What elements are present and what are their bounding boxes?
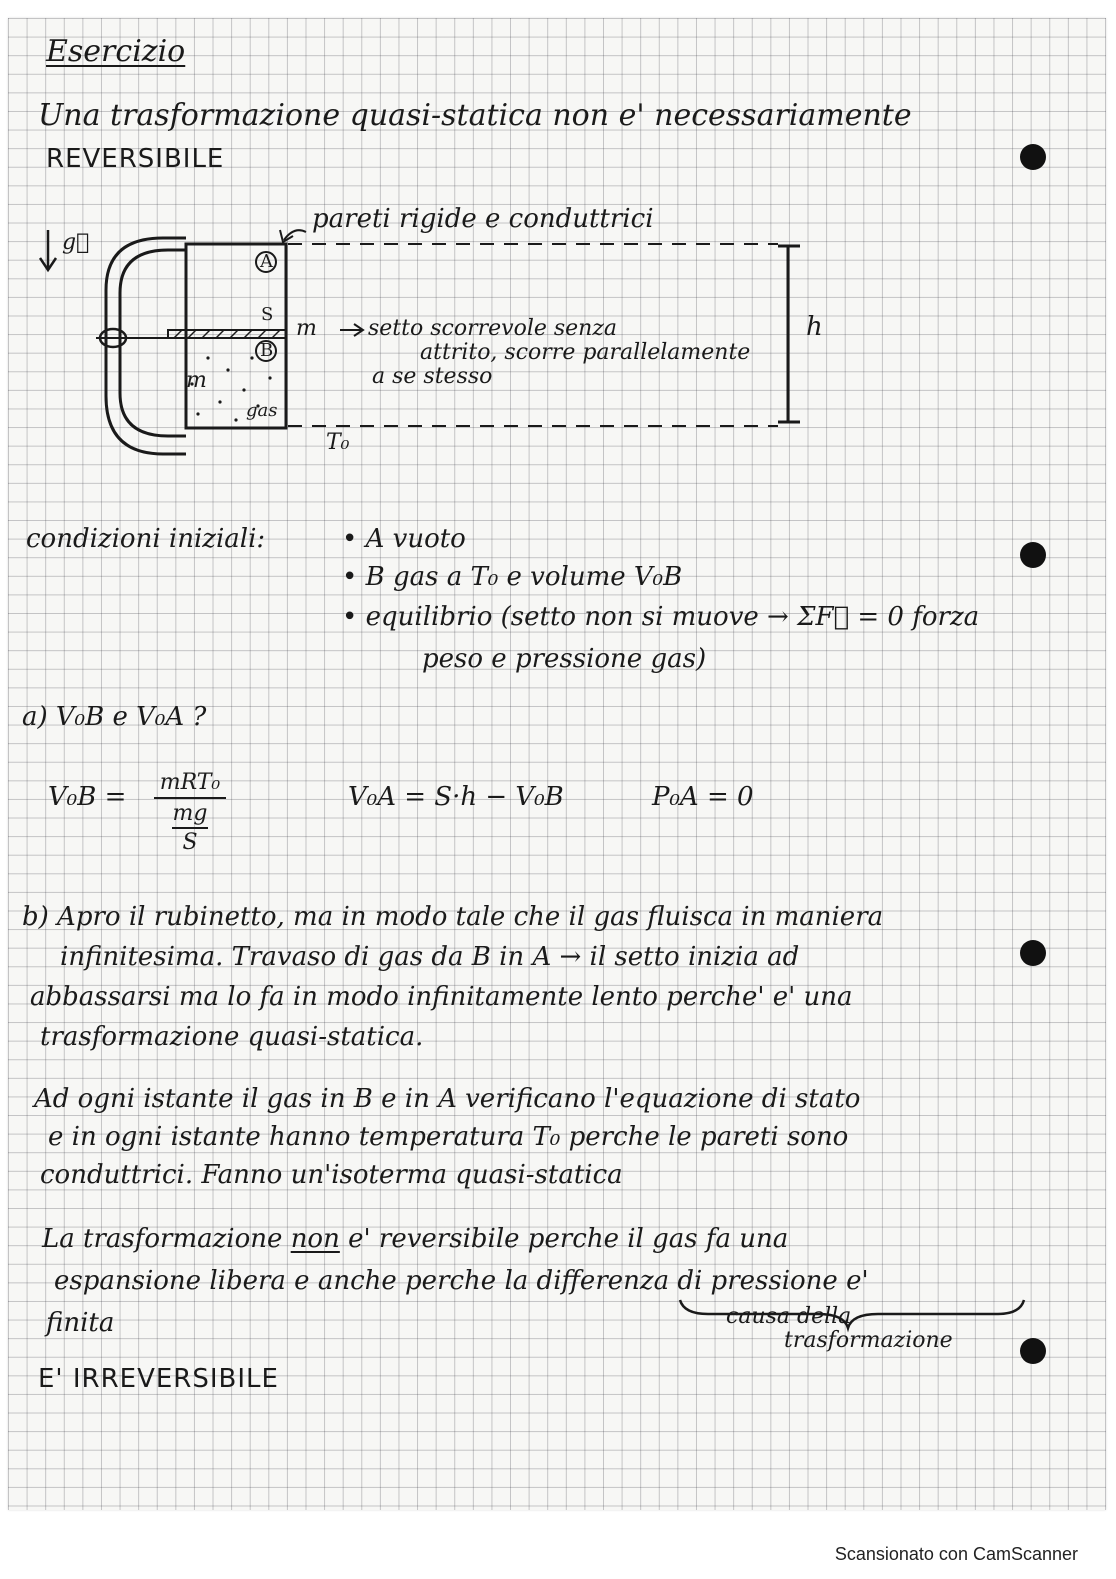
binder-hole [1020, 1338, 1046, 1364]
vob-numerator: mRT₀ [159, 770, 221, 795]
condition-item-3b: peso e pressione gas) [422, 644, 707, 674]
walls-note: pareti rigide e conduttrici [312, 204, 654, 234]
part-b-line-1: b) Apro il rubinetto, ma in modo tale che il gas fluisca in maniera [22, 902, 884, 932]
paragraph-2-line-3: conduttrici. Fanno un'isoterma quasi-statica [40, 1160, 623, 1190]
condition-item-1: • A vuoto [342, 524, 466, 554]
intro-line-2: REVERSIBILE [46, 144, 225, 174]
label-h: h [806, 312, 823, 342]
paragraph-2-line-2: e in ogni istante hanno temperatura T₀ perche le pareti sono [48, 1122, 849, 1152]
vob-fraction [154, 770, 226, 855]
vob-denominator-num: mg [172, 801, 208, 826]
binder-hole [1020, 940, 1046, 966]
label-a: A [260, 251, 273, 272]
p3-l2-post: e' [837, 1266, 869, 1296]
brace-note-2: trasformazione [784, 1328, 953, 1353]
poa-formula: P₀A = 0 [652, 782, 754, 812]
septum-note-2: attrito, scorre parallelamente [420, 340, 751, 365]
binder-hole [1020, 542, 1046, 568]
p3-pre: La trasformazione [42, 1224, 291, 1254]
g-label: g⃗ [62, 230, 90, 255]
vob-denominator-den: S [182, 830, 198, 855]
vob-lhs: V₀B = [48, 782, 127, 812]
paragraph-2-line-1: Ad ogni istante il gas in B e in A verificano l'equazione di stato [34, 1084, 861, 1114]
conditions-label: condizioni iniziali: [26, 524, 266, 554]
part-b-line-3: abbassarsi ma lo fa in modo infinitamente lento perche' e' una [30, 982, 853, 1012]
p3-non: non [290, 1224, 340, 1254]
septum-note-3: a se stesso [372, 364, 493, 389]
p3-l2-pre: espansione libera e anche perche la [54, 1266, 537, 1296]
part-b-line-4: trasformazione quasi-statica. [40, 1022, 424, 1052]
part-a-question: a) V₀B e V₀A ? [22, 702, 207, 732]
label-m-left: m [186, 368, 207, 393]
voa-formula: V₀A = S·h − V₀B [348, 782, 564, 812]
label-t0: T₀ [326, 430, 350, 455]
paragraph-3-line-3: finita [46, 1308, 115, 1338]
paragraph-3-line-1 [42, 1224, 788, 1254]
p3-post: e' reversibile perche il gas fa una [339, 1224, 789, 1254]
brace-note-1: causa della [726, 1304, 852, 1329]
condition-item-3: • equilibrio (setto non si muove → ΣF⃗ = 0 forza [342, 602, 980, 632]
label-m-right: m [296, 316, 317, 341]
paragraph-3-line-2 [54, 1266, 869, 1296]
notebook-page [8, 18, 1106, 1510]
conclusion: E' IRREVERSIBILE [38, 1364, 279, 1394]
part-b-line-2: infinitesima. Travaso di gas da B in A → il setto inizia ad [60, 942, 800, 972]
label-s: S [261, 304, 274, 325]
intro-line-1: Una trasformazione quasi-statica non e' necessariamente [38, 98, 912, 133]
condition-item-2: • B gas a T₀ e volume V₀B [342, 562, 683, 592]
scanner-footer: Scansionato con CamScanner [834, 1544, 1078, 1564]
label-b: B [260, 340, 274, 361]
apparatus-diagram [8, 18, 1106, 478]
septum-note-1: setto scorrevole senza [368, 316, 618, 341]
label-gas: gas [246, 400, 278, 421]
p3-l2-under: differenza di pressione [536, 1266, 838, 1296]
page-title: Esercizio [46, 34, 186, 69]
